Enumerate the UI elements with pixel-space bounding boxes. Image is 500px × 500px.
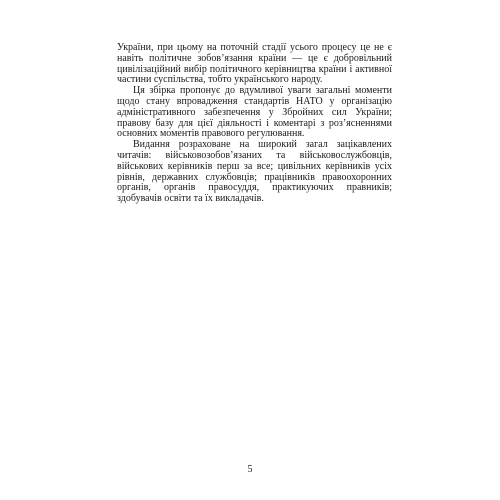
paragraph-continuation: України, при цьому на поточній стадії усього процесу це не є навіть політичне зобов’язання країни — це є добровільний цивілізаційний вибір політичного керівництва країни і активної частини суспільства, тобто українського народу.: [117, 42, 392, 86]
page-number: 5: [247, 464, 253, 475]
paragraph-collection-purpose: Ця збірка пропонує до вдумливої уваги загальні моменти щодо стану впровадження стандартів НАТО у організацію адміністративного забезпечення у Збройних сил України; правову базу для цієї діяльності і коментарі з роз’ясненнями основних моментів правового регулювання.: [117, 85, 392, 140]
paragraph-target-audience: Видання розраховане на широкий загал зацікавлених читачів: військовозобов’язаних та військовослужбовців, військових керівників перш за все; цивільних керівників усіх рівнів, державних службовців; працівників правоохоронних органів, органів правосуддя, практикуючих правників; здобувачів освіти та їх викладачів.: [117, 139, 392, 205]
